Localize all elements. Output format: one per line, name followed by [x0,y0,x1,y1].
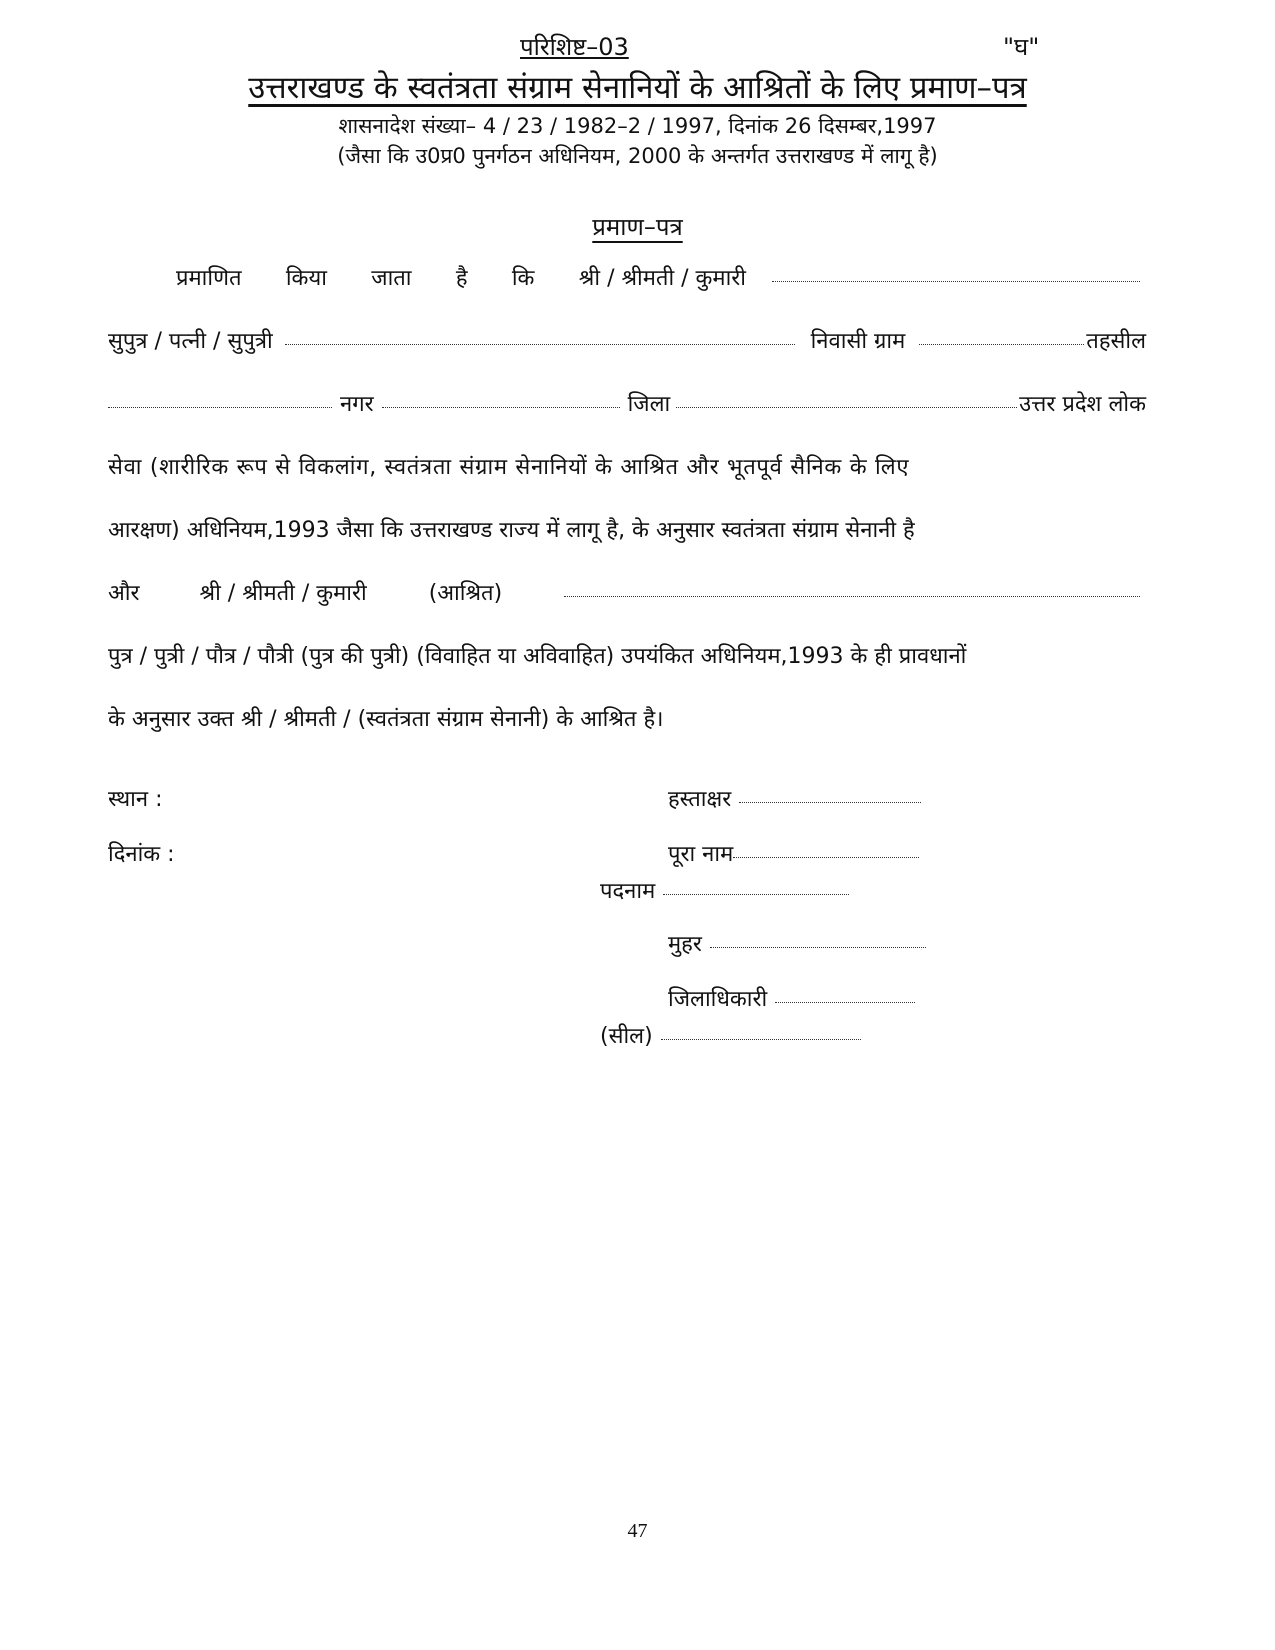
full-name-row [668,838,927,868]
district-label: जिला [627,392,671,417]
date-text: दिनांक : [108,842,175,867]
place-label [108,783,163,813]
designation-label: पदनाम [600,879,656,904]
word: कि [511,266,535,291]
date-label [108,838,175,868]
seal-row [600,1020,869,1050]
relation-label: सुपुत्र / पत्नी / सुपुत्री [108,329,273,354]
word: श्री / श्रीमती / कुमारी [578,266,746,291]
stamp-row [668,928,934,958]
certificate-line-7 [108,640,1146,670]
paragraph-text: पुत्र / पुत्री / पौत्र / पौत्री (पुत्र की पुत्री) (विवाहित या अविवाहित) उपयंकित अधिनियम,1993 के ही प्रावधानों [108,644,967,669]
appendix-label: परिशिष्ट–03 [520,33,629,61]
paragraph-text: सेवा (शारीरिक रूप से विकलांग, स्वतंत्रता संग्राम सेनानियों के आश्रित और भूतपूर्व सैनिक के लिए [108,455,910,480]
certificate-line-5 [108,514,1146,544]
dependent-name-field[interactable] [564,596,1140,597]
stamp-label: मुहर [668,932,702,957]
parent-name-field[interactable] [285,344,795,345]
certificate-line-2 [108,325,1146,355]
word: किया [285,266,327,291]
seal-label: (सील) [600,1024,653,1049]
full-name-label: पूरा नाम [668,842,734,867]
tehsil-label: तहसील [1086,329,1146,354]
page-number: 47 [627,1520,648,1542]
certificate-line-1 [108,262,1146,292]
dependent-label: (आश्रित) [428,581,503,606]
dependent-title-label: श्री / श्रीमती / कुमारी [199,581,367,606]
word: है [455,266,468,291]
signature-row [668,783,929,813]
designation-field[interactable] [663,894,849,895]
certificate-heading-text: प्रमाण–पत्र [592,213,683,241]
paragraph-text: के अनुसार उक्त श्री / श्रीमती / (स्वतंत्रता संग्राम सेनानी) के आश्रित है। [108,707,664,732]
city-label: नगर [340,392,374,417]
holder-name-field[interactable] [772,281,1140,282]
certificate-line-6 [108,577,1146,607]
paragraph-text: आरक्षण) अधिनियम,1993 जैसा कि उत्तराखण्ड राज्य में लागू है, के अनुसार स्वतंत्रता संग्राम सेनानी है [108,518,915,543]
certificate-line-8 [108,703,1146,733]
village-field[interactable] [919,344,1084,345]
and-label: और [108,581,140,606]
document-title [0,66,1275,108]
government-order: शासनादेश संख्या– 4 / 23 / 1982–2 / 1997, दिनांक 26 दिसम्बर,1997 [338,114,937,138]
certificate-line-4 [108,451,1146,481]
signature-label: हस्ताक्षर [668,787,732,812]
full-name-field[interactable] [733,857,919,858]
form-mark: "घ" [1003,33,1040,61]
seal-field[interactable] [661,1039,861,1040]
village-label: निवासी ग्राम [810,329,906,354]
tehsil-field[interactable] [108,407,332,408]
word: प्रमाणित [176,266,242,291]
document-title-text: उत्तराखण्ड के स्वतंत्रता संग्राम सेनानियों के आश्रितों के लिए प्रमाण–पत्र [248,70,1027,106]
collector-field[interactable] [775,1002,915,1003]
line-3-tail: उत्तर प्रदेश लोक [1019,392,1146,417]
certificate-line-3 [108,388,1146,418]
word: जाता [371,266,412,291]
collector-row [668,983,923,1013]
applicability-note: (जैसा कि उ0प्र0 पुनर्गठन अधिनियम, 2000 के अन्तर्गत उत्तराखण्ड में लागू है) [337,144,938,168]
certify-phrase [176,262,746,292]
collector-label: जिलाधिकारी [668,987,768,1012]
signature-field[interactable] [739,802,921,803]
city-field[interactable] [382,407,620,408]
stamp-field[interactable] [710,947,926,948]
designation-row [600,875,857,905]
district-field[interactable] [676,407,1017,408]
place-text: स्थान : [108,787,163,812]
certificate-heading [0,210,1275,243]
